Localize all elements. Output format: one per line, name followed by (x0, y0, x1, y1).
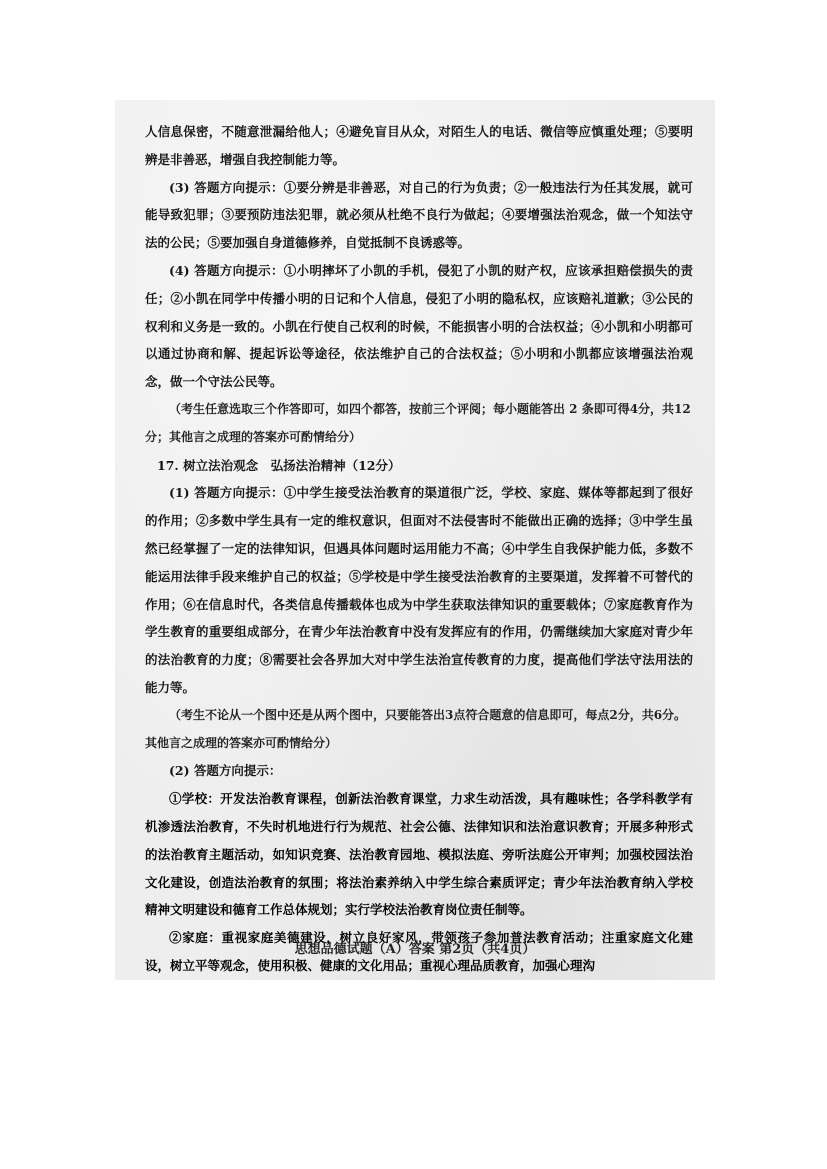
paragraph-family: ②家庭：重视家庭美德建设，树立良好家风，带领孩子参加普法教育活动；注重家庭文化建设，树立平等观念，使用积极、健康的文化用品；重视心理品质教育，加强心理沟 (145, 930, 693, 973)
paragraph-answer-3: (3) 答题方向提示：①要分辨是非善恶，对自己的行为负责；②一般违法行为任其发展，就可能导致犯罪；③要预防违法犯罪，就必须从杜绝不良行为做起；④要增强法治观念，做一个知法守法的公民；⑤要加强自身道德修养，自觉抵制不良诱惑等。 (145, 179, 693, 251)
scoring-note-1: （考生任意选取三个作答即可，如四个都答，按前三个评阅；每小题能答出 2 条即可得4分，共12分；其他言之成理的答案亦可酌情给分） (145, 401, 691, 444)
paragraph-17-1: (1) 答题方向提示：①中学生接受法治教育的渠道很广泛，学校、家庭、媒体等都起到了很好的作用；②多数中学生具有一定的维权意识，但面对不法侵害时不能做出正确的选择；③中学生虽然已经掌握了一定的法律知识，但遇具体问题时运用能力不高；④中学生自我保护能力低，多数不能运用法律手段来维护自己的权益；⑤学校是中学生接受法治教育的主要渠道，发挥着不可替代的作用；⑥在信息时代，各类信息传播载体也成为中学生获取法律知识的重要载体；⑦家庭教育作为学生教育的重要组成部分，在青少年法治教育中没有发挥应有的作用，仍需继续加大家庭对青少年的法治教育的力度；⑧需要社会各界加大对中学生法治宣传教育的力度，提高他们学法守法用法的能力等。 (145, 485, 693, 695)
paragraph-17-2-intro: (2) 答题方向提示： (169, 763, 282, 779)
question-17-heading: 17. 树立法治观念 弘扬法治精神（12分） (157, 457, 401, 473)
paragraph-school: ①学校：开发法治教育课程，创新法治教育课堂，力求生动活泼，具有趣味性；各学科教学有机渗透法治教育，不失时机地进行行为规范、社会公德、法律知识和法治意识教育；开展多种形式的法治教育主题活动，如知识竞赛、法治教育园地、模拟法庭、旁听法庭公开审判；加强校园法治文化建设，创造法治教育的氛围；将法治素养纳入中学生综合素质评定；青少年法治教育纳入学校精神文明建设和德育工作总体规划；实行学校法治教育岗位责任制等。 (145, 791, 693, 918)
page-footer: 思想品德试题（A）答案 第2页（共4页） (294, 942, 536, 957)
scoring-note-2: （考生不论从一个图中还是从两个图中，只要能答出3点符合题意的信息即可，每点2分，共6分。其他言之成理的答案亦可酌情给分） (145, 707, 687, 750)
answer-content (145, 118, 693, 980)
paragraph-answer-4: (4) 答题方向提示：①小明摔坏了小凯的手机，侵犯了小凯的财产权，应该承担赔偿损失的责任；②小凯在同学中传播小明的日记和个人信息，侵犯了小明的隐私权，应该赔礼道歉；③公民的权利和义务是一致的。小凯在行使自己权利的时候，不能损害小明的合法权益；④小凯和小明都可以通过协商和解、提起诉讼等途径，依法维护自己的合法权益；⑤小明和小凯都应该增强法治观念，做一个守法公民等。 (145, 262, 693, 390)
paragraph-continuation: 人信息保密，不随意泄漏给他人；④避免盲目从众，对陌生人的电话、微信等应慎重处理；⑤要明辨是非善恶，增强自我控制能力等。 (145, 124, 693, 167)
